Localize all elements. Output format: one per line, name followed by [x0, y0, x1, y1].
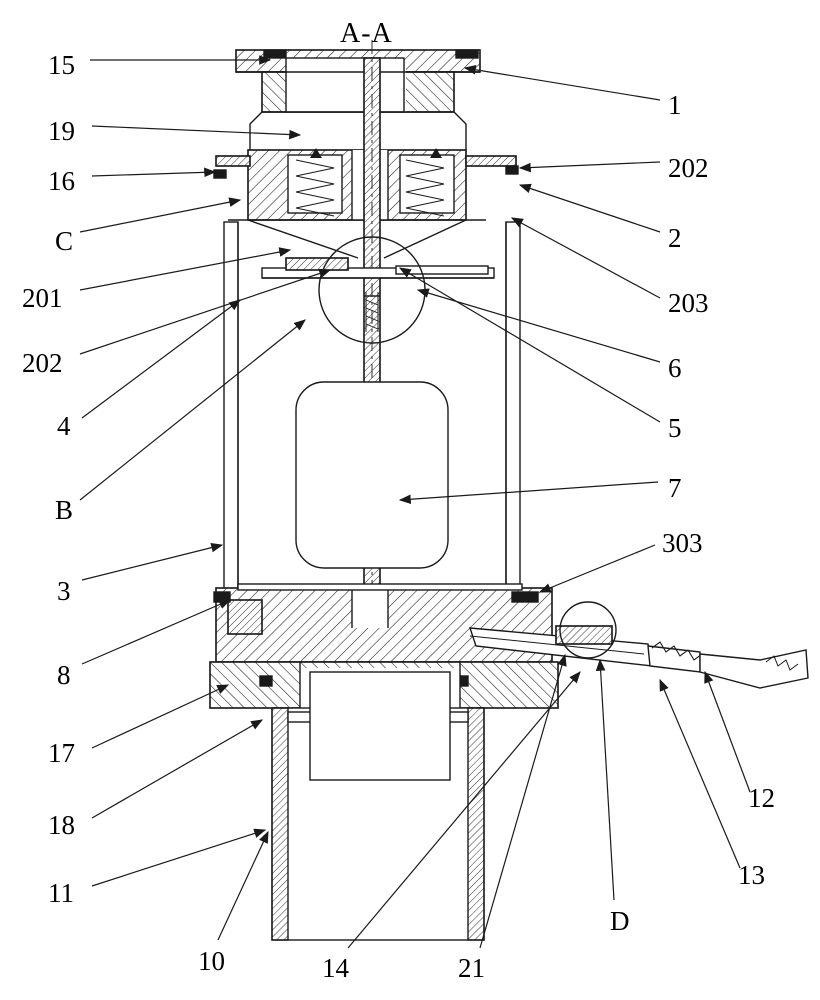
callout-label-18: 18 — [48, 810, 75, 840]
leader-line-202R — [520, 162, 660, 168]
leader-line-2 — [520, 185, 660, 232]
callout-label-203: 203 — [668, 288, 709, 318]
callout-label-201: 201 — [22, 283, 63, 313]
callout-label-303: 303 — [662, 528, 703, 558]
leader-line-18 — [92, 720, 262, 818]
callout-label-5: 5 — [668, 413, 682, 443]
callout-label-15: 15 — [48, 50, 75, 80]
callout-label-10: 10 — [198, 946, 225, 976]
leader-line-17 — [92, 685, 228, 748]
leader-line-203 — [512, 218, 660, 298]
inner-float-chamber — [296, 382, 448, 568]
callout-label-11: 11 — [48, 878, 74, 908]
callout-label-C: C — [55, 226, 74, 256]
callout-label-19: 19 — [48, 116, 75, 146]
piston-seal-plate — [262, 258, 494, 332]
leader-line-C — [80, 200, 240, 232]
callout-label-D: D — [610, 906, 630, 936]
callout-label-8: 8 — [57, 660, 71, 690]
leader-line-19 — [92, 126, 300, 135]
leader-line-12 — [705, 672, 750, 792]
callout-label-12: 12 — [748, 783, 775, 813]
leader-line-B — [80, 320, 305, 500]
callout-label-7: 7 — [668, 473, 682, 503]
callout-label-3: 3 — [57, 576, 71, 606]
leader-line-13 — [660, 680, 740, 868]
leader-line-303 — [540, 545, 655, 592]
callout-label-17: 17 — [48, 738, 75, 768]
callout-label-13: 13 — [738, 860, 765, 890]
callout-label-202R: 202 — [668, 153, 709, 183]
leader-line-16 — [92, 172, 215, 176]
callout-label-202L: 202 — [22, 348, 63, 378]
callout-label-14: 14 — [322, 953, 349, 983]
leader-line-8 — [82, 600, 230, 664]
callout-label-1: 1 — [668, 90, 682, 120]
bottom-cup — [272, 672, 484, 940]
callout-label-4: 4 — [57, 411, 71, 441]
leader-line-4 — [82, 300, 240, 418]
callout-label-B: B — [55, 495, 74, 525]
leader-line-10 — [218, 832, 268, 940]
top-flange-assembly — [236, 50, 480, 150]
view-title: A-A — [340, 18, 393, 49]
leader-line-11 — [92, 830, 265, 886]
leader-line-3 — [82, 545, 222, 580]
callout-label-2: 2 — [668, 223, 682, 253]
callout-label-6: 6 — [668, 353, 682, 383]
callout-label-16: 16 — [48, 166, 75, 196]
leader-line-D — [600, 660, 614, 900]
leader-line-1 — [465, 68, 660, 100]
leader-line-201 — [80, 250, 290, 290]
callout-label-21: 21 — [458, 953, 485, 983]
